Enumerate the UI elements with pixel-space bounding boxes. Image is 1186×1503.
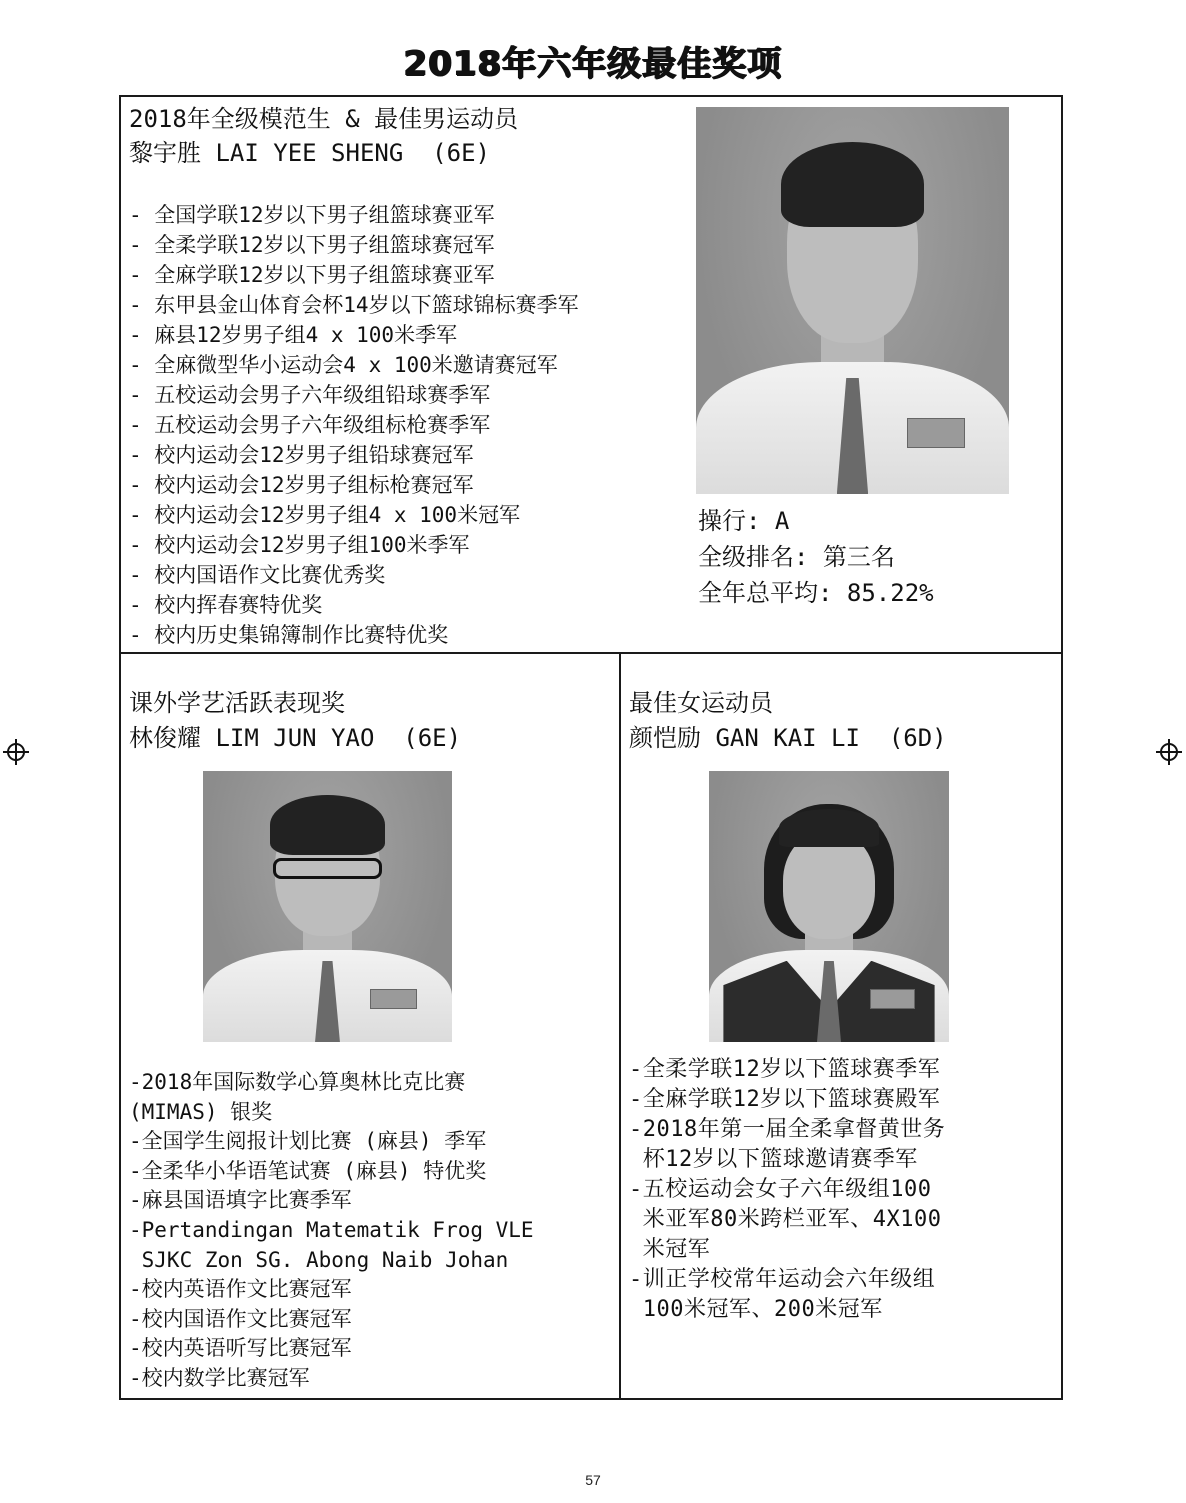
list-item: -Pertandingan Matematik Frog VLE bbox=[129, 1217, 534, 1242]
section1-student-photo bbox=[696, 107, 1009, 494]
list-item: 米亚军80米跨栏亚军、4X100 bbox=[629, 1207, 942, 1232]
registration-mark-icon bbox=[1156, 739, 1182, 765]
section1-award-title: 2018年全级模范生 & 最佳男运动员 bbox=[129, 105, 519, 133]
section1-conduct: 操行: A bbox=[698, 507, 790, 535]
list-item: (MIMAS) 银奖 bbox=[129, 1099, 273, 1124]
list-item: -校内英语听写比赛冠军 bbox=[129, 1336, 352, 1361]
list-item: 米冠军 bbox=[629, 1237, 711, 1262]
list-item: - 五校运动会男子六年级组铅球赛季军 bbox=[129, 383, 491, 407]
list-item: - 校内运动会12岁男子组100米季军 bbox=[129, 533, 470, 557]
list-item: - 全麻微型华小运动会4 x 100米邀请赛冠军 bbox=[129, 353, 558, 377]
list-item: - 校内挥春赛特优奖 bbox=[129, 593, 323, 617]
section1-achievement-list bbox=[129, 200, 579, 650]
list-item: -全国学生阅报计划比赛 (麻县) 季军 bbox=[129, 1129, 487, 1154]
list-item: -全柔学联12岁以下篮球赛季军 bbox=[629, 1057, 941, 1082]
horizontal-divider bbox=[121, 652, 1061, 654]
list-item: 杯12岁以下篮球邀请赛季军 bbox=[629, 1147, 918, 1172]
list-item: - 校内运动会12岁男子组4 x 100米冠军 bbox=[129, 503, 521, 527]
list-item: - 校内运动会12岁男子组铅球赛冠军 bbox=[129, 443, 474, 467]
list-item: - 全麻学联12岁以下男子组篮球赛亚军 bbox=[129, 263, 495, 287]
section2-student-name: 林俊耀 LIM JUN YAO (6E) bbox=[129, 724, 462, 752]
awards-frame bbox=[119, 95, 1063, 1400]
list-item: - 全国学联12岁以下男子组篮球赛亚军 bbox=[129, 203, 495, 227]
section1-student-name: 黎宇胜 LAI YEE SHENG (6E) bbox=[129, 139, 490, 167]
list-item: - 麻县12岁男子组4 x 100米季军 bbox=[129, 323, 458, 347]
section1-average: 全年总平均: 85.22% bbox=[698, 579, 934, 607]
list-item: - 校内国语作文比赛优秀奖 bbox=[129, 563, 386, 587]
vertical-divider bbox=[619, 653, 621, 1400]
list-item: -校内国语作文比赛冠军 bbox=[129, 1306, 352, 1331]
list-item: 100米冠军、200米冠军 bbox=[629, 1297, 883, 1322]
page-number: 57 bbox=[585, 1472, 601, 1488]
list-item: -2018年第一届全柔拿督黄世务 bbox=[629, 1117, 946, 1142]
list-item: -训正学校常年运动会六年级组 bbox=[629, 1267, 936, 1292]
list-item: -全柔华小华语笔试赛 (麻县) 特优奖 bbox=[129, 1158, 487, 1183]
list-item: -校内数学比赛冠军 bbox=[129, 1365, 310, 1390]
section3-award-title: 最佳女运动员 bbox=[629, 689, 773, 717]
page-title: 2018年六年级最佳奖项 bbox=[403, 44, 783, 84]
list-item: - 校内运动会12岁男子组标枪赛冠军 bbox=[129, 473, 474, 497]
list-item: - 五校运动会男子六年级组标枪赛季军 bbox=[129, 413, 491, 437]
list-item: - 东甲县金山体育会杯14岁以下篮球锦标赛季军 bbox=[129, 293, 579, 317]
list-item: -麻县国语填字比赛季军 bbox=[129, 1188, 352, 1213]
list-item: -2018年国际数学心算奥林比克比赛 bbox=[129, 1070, 466, 1094]
list-item: SJKC Zon SG. Abong Naib Johan bbox=[129, 1247, 509, 1272]
list-item: -五校运动会女子六年级组100 bbox=[629, 1177, 932, 1202]
registration-mark-icon bbox=[3, 739, 29, 765]
list-item: -校内英语作文比赛冠军 bbox=[129, 1277, 352, 1302]
section2-student-photo bbox=[203, 771, 452, 1042]
list-item: - 校内历史集锦簿制作比赛特优奖 bbox=[129, 623, 449, 647]
section3-student-name: 颜恺励 GAN KAI LI (6D) bbox=[629, 724, 947, 752]
section2-award-title: 课外学艺活跃表现奖 bbox=[129, 689, 345, 717]
list-item: -全麻学联12岁以下篮球赛殿军 bbox=[629, 1087, 941, 1112]
section3-student-photo bbox=[709, 771, 949, 1042]
section1-rank: 全级排名: 第三名 bbox=[698, 543, 895, 571]
section2-achievement-list bbox=[129, 1068, 534, 1394]
list-item: - 全柔学联12岁以下男子组篮球赛冠军 bbox=[129, 233, 495, 257]
section3-achievement-list bbox=[629, 1055, 945, 1325]
